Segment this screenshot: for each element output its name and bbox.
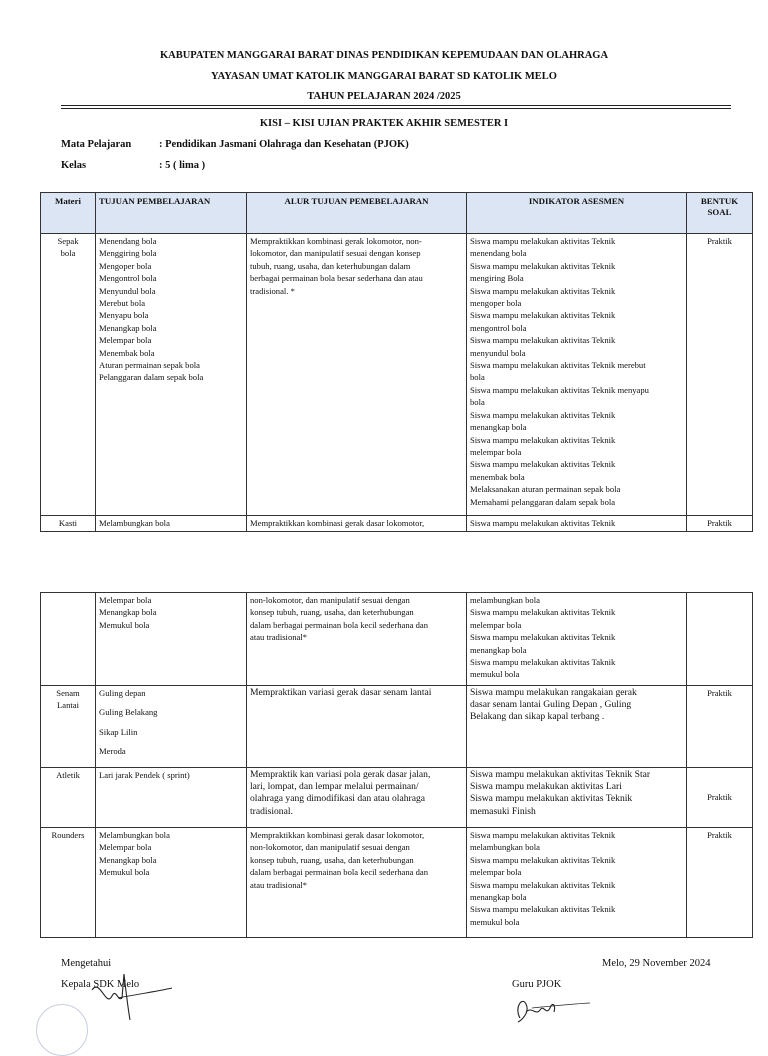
alur-line: non-lokomotor, dan manipulatif sesuai dengan (250, 842, 410, 853)
guru-signature (512, 994, 592, 1024)
alur-line: konsep tubuh, ruang, usaha, dan keterhubungan (250, 854, 414, 865)
tujuan-item: Mengoper bola (99, 260, 152, 271)
alur-cell: Mempraktikan variasi gerak dasar senam lantai (247, 686, 467, 768)
alur-line: olahraga yang dimodifikasi dan atau olahraga (250, 793, 426, 805)
indikator-line: Siswa mampu melakukan aktivitas Teknik (470, 260, 616, 271)
indikator-line: Siswa mampu melakukan aktivitas Teknik (470, 854, 616, 865)
tujuan-cell (96, 593, 247, 686)
tujuan-item: Melempar bola (99, 842, 152, 853)
materi-cell (41, 593, 96, 686)
indikator-line: Siswa mampu melakukan aktivitas Teknik (470, 632, 616, 643)
tujuan-item: Meroda (99, 746, 126, 757)
tujuan-item: Merebut bola (99, 298, 146, 309)
place-date: Melo, 29 November 2024 (602, 958, 711, 969)
tujuan-item: Menangkap bola (99, 607, 157, 618)
header-line-1: KABUPATEN MANGGARAI BARAT DINAS PENDIDIKAN KEPEMUDAAN DAN OLAHRAGA (159, 50, 609, 61)
kisi-table-part-2 (40, 592, 753, 938)
school-stamp (36, 1004, 88, 1056)
guru-label: Guru PJOK (512, 979, 562, 990)
indikator-line: Siswa mampu melakukan aktivitas Teknik (470, 285, 616, 296)
materi-cell (41, 234, 96, 516)
tujuan-item: Menembak bola (99, 347, 155, 358)
tujuan-cell (96, 686, 247, 768)
table-row-atletik (41, 768, 753, 828)
bentuk-cell: Praktik (687, 828, 753, 938)
indikator-line: Siswa mampu melakukan aktivitas Teknik Star (470, 769, 651, 780)
alur-line: Mempraktikkan kombinasi gerak lokomotor, non- (250, 236, 422, 246)
tujuan-item: Pelanggaran dalam sepak bola (99, 372, 204, 383)
tujuan-item: Menangkap bola (99, 854, 157, 865)
indikator-line: menembak bola (470, 471, 525, 482)
indikator-cell (467, 768, 687, 828)
indikator-line: Siswa mampu melakukan aktivitas Teknik (470, 879, 616, 890)
alur-line: atau tradisional* (250, 879, 308, 890)
alur-line: dalam berbagai permainan bola kecil sederhana dan (250, 619, 428, 630)
tujuan-item: Memukul bola (99, 619, 150, 630)
header-bentuk (687, 193, 753, 234)
alur-line: Mempraktikkan kombinasi gerak dasar lokomotor, (250, 830, 425, 840)
header-bentuk-line-1: BENTUK (700, 196, 739, 206)
tujuan-item: Guling depan (99, 688, 146, 698)
alur-line: lari, lompat, dan lempar melalui permainan/ (250, 781, 419, 793)
indikator-line: memukul bola (470, 916, 520, 927)
alur-line: konsep tubuh, ruang, usaha, dan keterhubungan (250, 607, 414, 618)
class-value: : 5 ( lima ) (159, 160, 206, 171)
indikator-cell (467, 828, 687, 938)
mengetahui-label: Mengetahui (61, 958, 112, 969)
bentuk-cell: Praktik (687, 234, 753, 516)
indikator-line: Siswa mampu melakukan aktivitas Teknik (470, 607, 616, 618)
indikator-line: dasar senam lantai Guling Depan , Guling (470, 699, 632, 711)
indikator-line: Siswa mampu melakukan aktivitas Teknik (470, 236, 616, 246)
indikator-cell: Siswa mampu melakukan aktivitas Teknik (467, 516, 687, 532)
table-row-kasti (41, 516, 753, 532)
alur-cell (247, 593, 467, 686)
header-indikator: INDIKATOR ASESMEN (467, 193, 687, 234)
bentuk-cell (687, 593, 753, 686)
indikator-line: Siswa mampu melakukan aktivitas Teknik (470, 904, 616, 915)
indikator-line: Siswa mampu melakukan aktivitas Teknik (470, 459, 616, 470)
alur-line: tubuh, ruang, usaha, dan keterhubungan dalam (250, 260, 411, 271)
materi-cell (41, 686, 96, 768)
kepala-label: Kepala SDK Melo (61, 979, 140, 990)
indikator-line: Belakang dan sikap kapal terbang . (470, 711, 605, 723)
tujuan-item: Sikap Lilin (99, 726, 138, 737)
indikator-line: Siswa mampu melakukan aktivitas Teknik (470, 335, 616, 346)
indikator-cell (467, 686, 687, 768)
indikator-cell (467, 234, 687, 516)
kisi-table-part-1 (40, 192, 753, 532)
alur-line: dalam berbagai permainan bola kecil sederhana dan (250, 867, 428, 878)
tujuan-item: Menyundul bola (99, 285, 156, 296)
alur-line: tradisional. (250, 805, 293, 817)
alur-line: atau tradisional* (250, 632, 308, 643)
tujuan-item: Melambungkan bola (99, 830, 170, 840)
indikator-line: melempar bola (470, 619, 522, 630)
tujuan-item: Melempar bola (99, 335, 152, 346)
tujuan-cell: Lari jarak Pendek ( sprint) (96, 768, 247, 828)
header-line-3: TAHUN PELAJARAN 2024 /2025 (307, 91, 461, 102)
materi-cell: Rounders (41, 828, 96, 938)
materi-cell: Kasti (41, 516, 96, 532)
indikator-line: melambungkan bola (470, 595, 540, 605)
indikator-line: Siswa mampu melakukan aktivitas Teknik (470, 310, 616, 321)
alur-line: tradisional. * (250, 285, 295, 296)
indikator-line: Siswa mampu melakukan aktivitas Teknik menyapu (470, 384, 649, 395)
tujuan-item: Guling Belakang (99, 707, 158, 718)
indikator-line: menangkap bola (470, 422, 527, 433)
table-row-sepak-bola (41, 234, 753, 516)
tujuan-item: Menggiring bola (99, 248, 157, 259)
indikator-line: Memahami pelanggaran dalam sepak bola (470, 496, 616, 507)
materi-line: Senam (56, 688, 80, 698)
alur-line: berbagai permainan bola besar sederhana dan atau (250, 273, 423, 284)
doc-title: KISI – KISI UJIAN PRAKTEK AKHIR SEMESTER I (259, 118, 509, 129)
alur-cell (247, 768, 467, 828)
indikator-line: memasuki Finish (470, 805, 536, 817)
alur-cell: Mempraktikkan kombinasi gerak dasar lokomotor, (247, 516, 467, 532)
indikator-line: Siswa mampu melakukan aktivitas Teknik (470, 434, 616, 445)
bentuk-cell: Praktik (687, 768, 753, 828)
tujuan-cell (96, 828, 247, 938)
indikator-cell (467, 593, 687, 686)
materi-line: Sepak (57, 236, 79, 246)
indikator-line: Siswa mampu melakukan rangakaian gerak (470, 687, 637, 698)
table-row-kasti-continued (41, 593, 753, 686)
materi-cell: Atletik (41, 768, 96, 828)
header-alur: ALUR TUJUAN PEMEBELAJARAN (247, 193, 467, 234)
alur-line: lokomotor, dan manipulatif sesuai dengan konsep (250, 248, 421, 259)
indikator-line: Siswa mampu melakukan aktivitas Lari (470, 781, 622, 793)
indikator-line: menangkap bola (470, 892, 527, 903)
header-rule-top (61, 105, 731, 106)
indikator-line: memukul bola (470, 669, 520, 680)
tujuan-item: Menangkap bola (99, 322, 157, 333)
header-line-2: YAYASAN UMAT KATOLIK MANGGARAI BARAT SD KATOLIK MELO (211, 71, 557, 82)
indikator-line: menendang bola (470, 248, 527, 259)
materi-line: bola (60, 248, 76, 259)
indikator-line: mengontrol bola (470, 322, 527, 333)
indikator-line: Siswa mampu melakukan aktivitas Teknik (470, 793, 633, 805)
class-label: Kelas (61, 160, 87, 171)
indikator-line: mengoper bola (470, 298, 522, 309)
header-tujuan: TUJUAN PEMBELAJARAN (96, 193, 247, 234)
indikator-line: menangkap bola (470, 644, 527, 655)
subject-value: : Pendidikan Jasmani Olahraga dan Kesehatan (PJOK) (159, 139, 409, 150)
indikator-line: Siswa mampu melakukan aktivitas Teknik merebut (470, 360, 646, 371)
tujuan-item: Menyapu bola (99, 310, 149, 321)
alur-line: Mempraktik kan variasi pola gerak dasar jalan, (250, 769, 431, 780)
tujuan-cell: Melambungkan bola (96, 516, 247, 532)
bentuk-cell: Praktik (687, 686, 753, 768)
tujuan-cell (96, 234, 247, 516)
indikator-line: Melaksanakan aturan permainan sepak bola (470, 484, 621, 495)
header-materi: Materi (41, 193, 96, 234)
indikator-line: Siswa mampu melakukan aktivitas Taknik (470, 657, 616, 668)
table-row-senam-lantai (41, 686, 753, 768)
tujuan-item: Memukul bola (99, 867, 150, 878)
alur-cell (247, 828, 467, 938)
indikator-line: Siswa mampu melakukan aktivitas Teknik (470, 409, 616, 420)
indikator-line: mengiring Bola (470, 273, 524, 284)
kepala-signature (88, 968, 178, 1024)
indikator-line: melempar bola (470, 867, 522, 878)
indikator-line: menyundul bola (470, 347, 526, 358)
indikator-line: melempar bola (470, 446, 522, 457)
tujuan-item: Aturan permainan sepak bola (99, 360, 200, 371)
materi-line: Lantai (57, 700, 79, 711)
header-bentuk-line-2: SOAL (707, 207, 732, 217)
subject-label: Mata Pelajaran (61, 139, 132, 150)
alur-line: non-lokomotor, dan manipulatif sesuai dengan (250, 595, 410, 605)
tujuan-item: Menendang bola (99, 236, 157, 246)
alur-cell (247, 234, 467, 516)
tujuan-item: Melempar bola (99, 595, 152, 605)
bentuk-cell: Praktik (687, 516, 753, 532)
header-rule-bottom (61, 108, 731, 109)
tujuan-item: Mengontrol bola (99, 273, 157, 284)
table-header-row (41, 193, 753, 234)
table-row-rounders (41, 828, 753, 938)
indikator-line: bola (470, 372, 485, 383)
indikator-line: melambungkan bola (470, 842, 540, 853)
indikator-line: Siswa mampu melakukan aktivitas Teknik (470, 830, 616, 840)
indikator-line: bola (470, 397, 485, 408)
